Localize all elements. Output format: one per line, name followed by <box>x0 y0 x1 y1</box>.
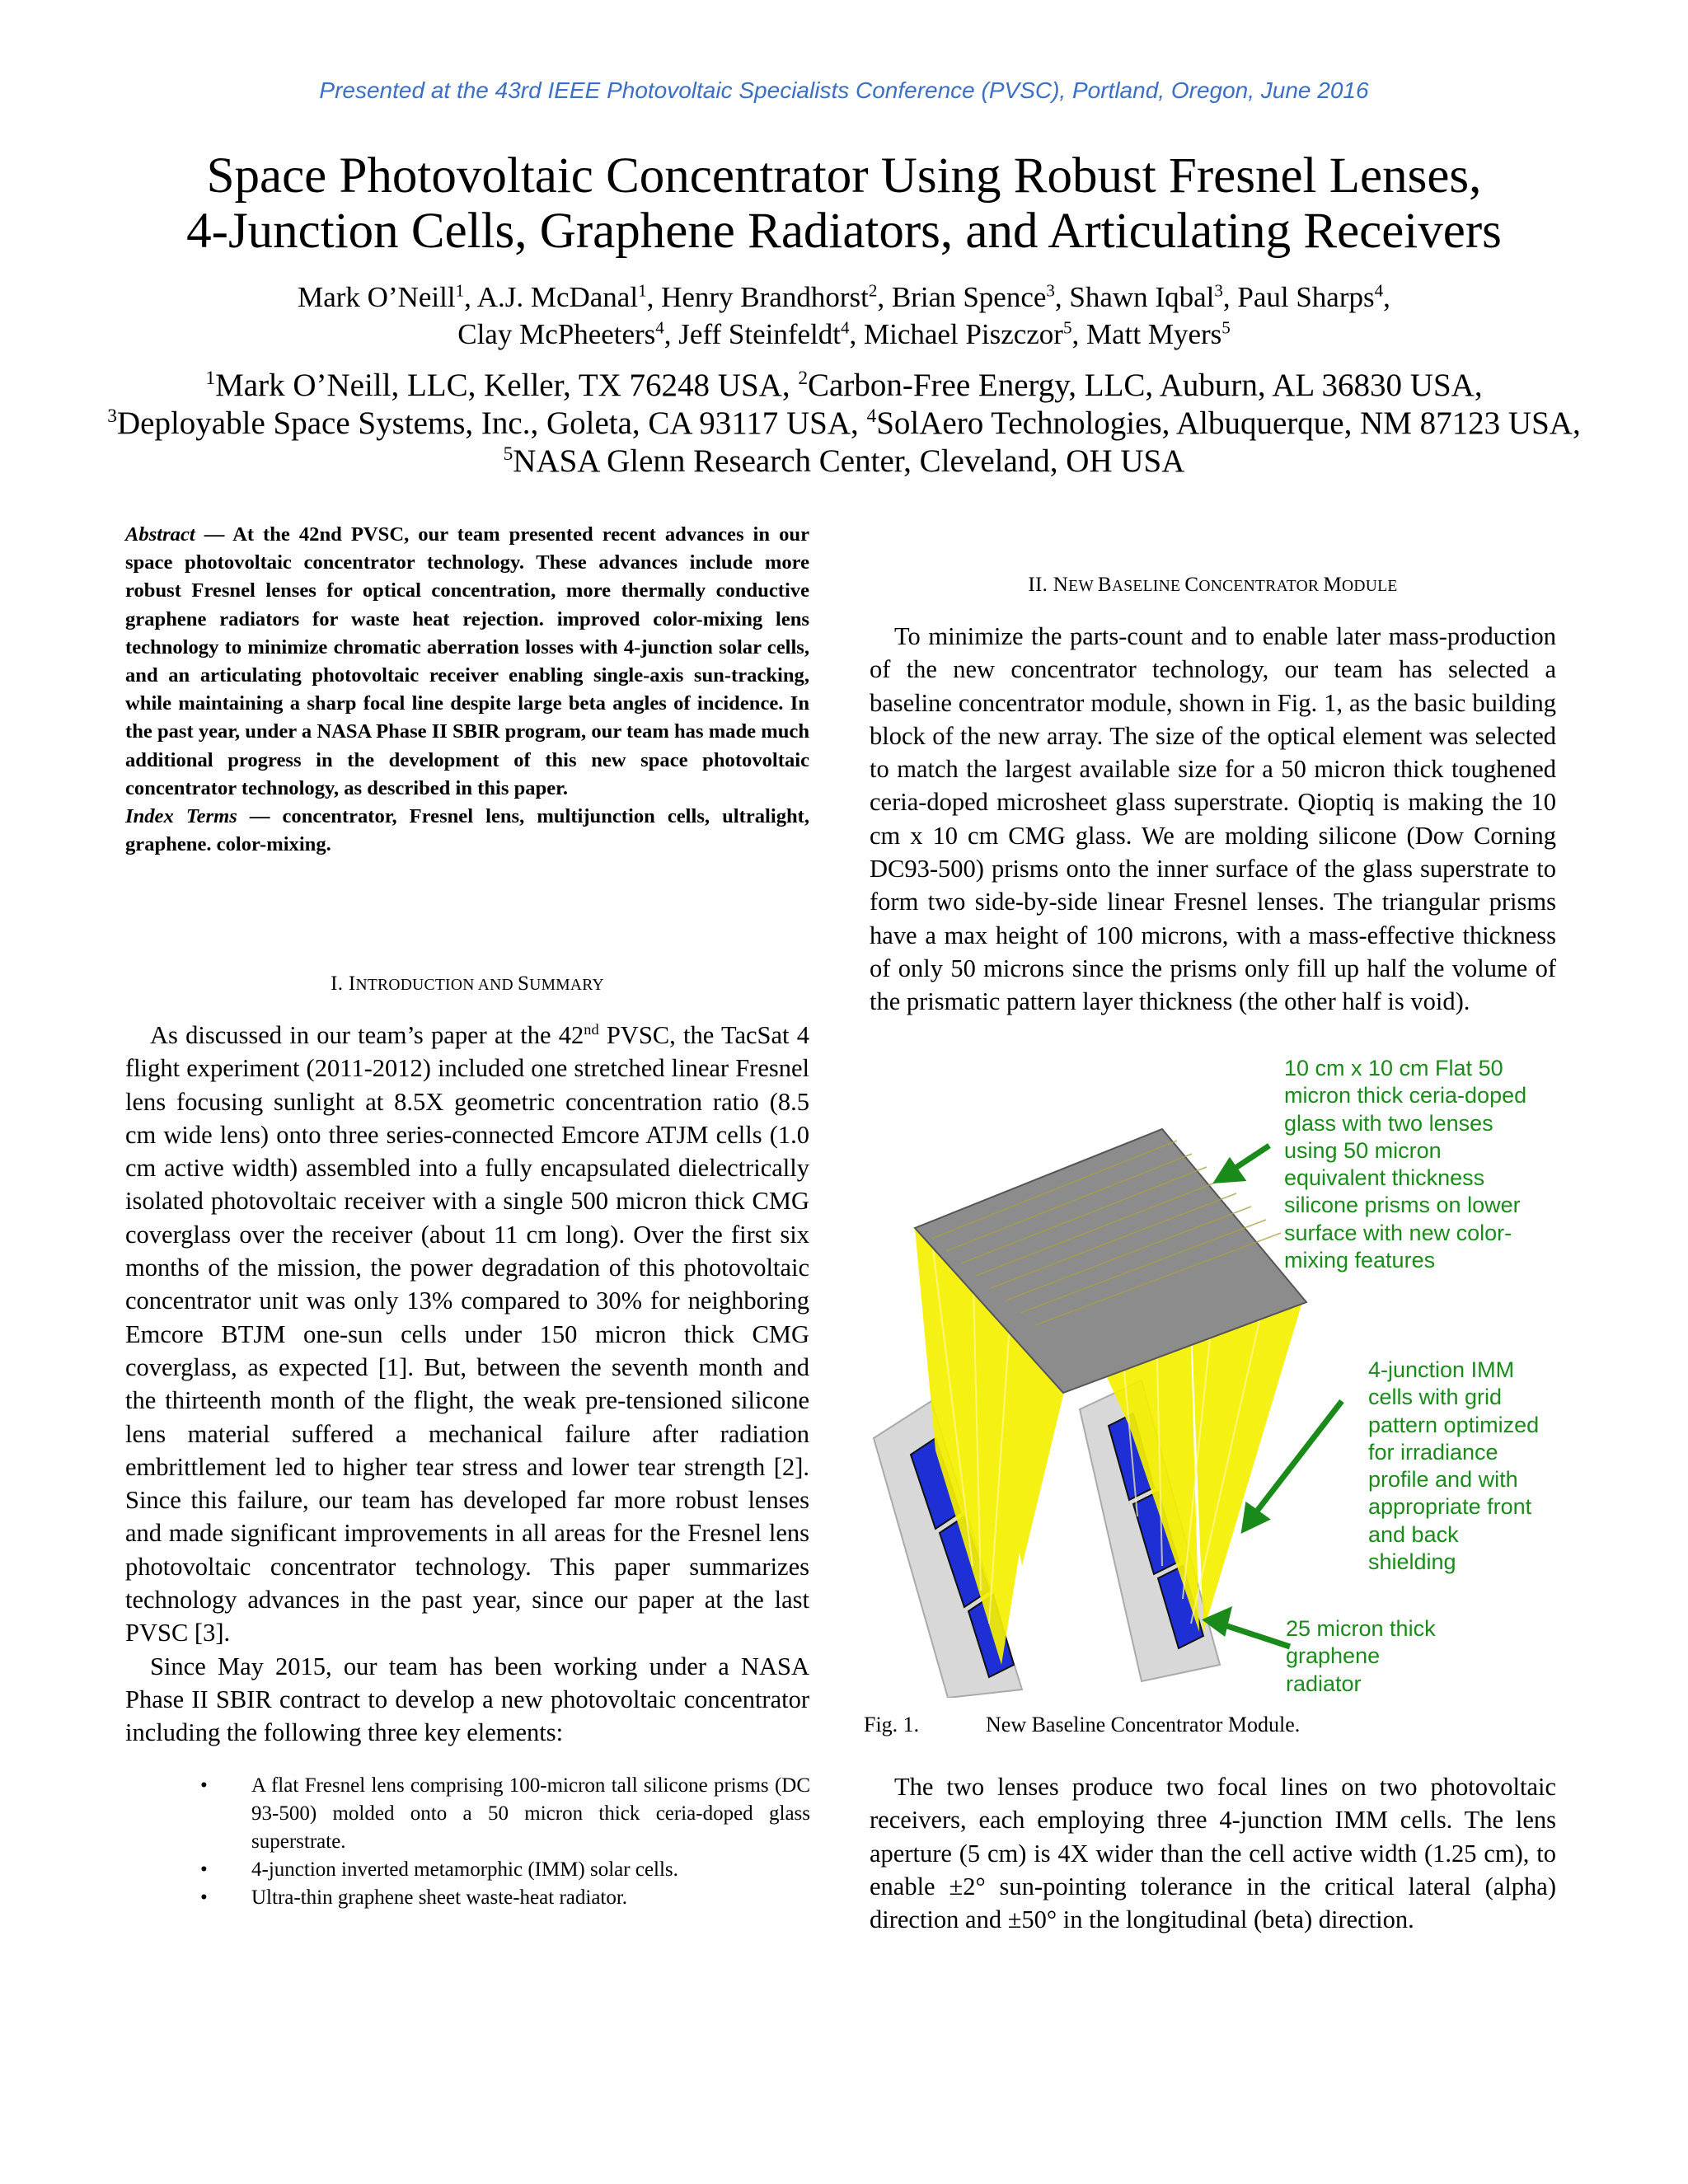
author-list <box>124 279 1564 353</box>
index-terms: Index Terms — concentrator, Fresnel lens, multijunction cells, ultralight, graphene. color-mixing. <box>125 805 810 856</box>
list-item: • A flat Fresnel lens comprising 100-micron tall silicone prisms (DC 93-500) molded onto a 50 micron thick ceria-doped glass superstrate. <box>200 1772 810 1856</box>
paragraph: The two lenses produce two focal lines on two photovoltaic receivers, each employing three 4-junction IMM cells. The lens aperture (5 cm) is 4X wider than the cell active width (1.25 cm), to enable ±2° sun-pointing tolerance in the critical lateral (alpha) direction and ±50° in the longitudinal (beta) direction. <box>870 1773 1556 1934</box>
section-baseline-body <box>870 620 1556 1019</box>
conference-banner: Presented at the 43rd IEEE Photovoltaic Specialists Conference (PVSC), Portland, Oregon, June 2016 <box>319 77 1369 103</box>
paragraph: Since May 2015, our team has been working under a NASA Phase II SBIR contract to develop a new photovoltaic concentrator including the following three key elements: <box>125 1652 809 1747</box>
section-heading-introduction: I. INTRODUCTION AND SUMMARY <box>331 972 604 995</box>
section-heading-baseline-module: II. NEW BASELINE CONCENTRATOR MODULE <box>1028 574 1398 596</box>
author-line-1: Mark O’Neill$^1$, A.J. McDanal$^1$, Henry Brandhorst$^2$, Brian Spence$^3$, Shawn Iqbal$^3$, Paul Sharps$^4$, <box>298 280 1390 313</box>
author: Paul Sharps <box>1237 281 1375 313</box>
author: Clay McPheeters <box>457 318 656 350</box>
callout-lens: 10 cm x 10 cm Flat 50 micron thick ceria-doped glass with two lenses using 50 micron equivalent thickness silicone prisms on lower surface with new color- mixing features <box>1284 1056 1527 1273</box>
bullet-icon: • <box>200 1886 208 1909</box>
key-elements-list <box>200 1772 810 1912</box>
author: Henry Brandhorst <box>661 281 869 313</box>
bullet-icon: • <box>200 1858 208 1881</box>
author: Shawn Iqbal <box>1069 281 1215 313</box>
author: Mark O’Neill <box>298 281 456 313</box>
affiliation-line-2: $^3$Deployable Space Systems, Inc., Goleta, CA 93117 USA, $^4$SolAero Technologies, Albuquerque, NM 87123 USA, $^5$NASA Glenn Research Center, Cleveland, OH USA <box>107 405 1581 479</box>
title-line-1: Space Photovoltaic Concentrator Using Robust Fresnel Lenses, <box>206 148 1482 204</box>
affiliations <box>99 367 1589 480</box>
author: Jeff Steinfeldt <box>678 318 841 350</box>
paragraph: To minimize the parts-count and to enable later mass-production of the new concentrator technology, our team has selected a baseline concentrator module, shown in Fig. 1, as the basic building block of the new array. The size of the optical element was selected to match the largest available size for a 50 micron thick toughened ceria-doped microsheet glass superstrate. Qioptiq is making the 10 cm x 10 cm CMG glass. We are molding silicone (Dow Corning DC93-500) prisms onto the inner surface of the glass superstrate to form two side-by-side linear Fresnel lenses. The triangular prisms have a max height of 100 microns, with a mass-effective thickness of only 50 microns since the prisms only fill up half the volume of the prismatic pattern layer thickness (the other half is void). <box>870 622 1556 1016</box>
figure-1 <box>857 1055 1566 1698</box>
abstract <box>125 521 809 859</box>
paragraph: As discussed in our team’s paper at the 42nd PVSC, the TacSat 4 flight experiment (2011-2012) included one stretched linear Fresnel lens focusing sunlight at 8.5X geometric concentration ratio (8.5 cm wide lens) onto three series-connected Emcore ATJM cells (1.0 cm active width) assembled into a fully encapsulated dielectrically isolated photovoltaic receiver with a single 500 micron thick CMG coverglass over the receiver (about 11 cm long). Over the first six months of the mission, the power degradation of this photovoltaic concentrator unit was only 13% compared to 30% for neighboring Emcore BTJM one-sun cells under 150 micron thick CMG coverglass, as expected [1]. But, between the seventh month and the thirteenth month of the flight, the weak pre-tensioned silicone lens material suffered a mechanical failure after radiation embrittlement led to higher tear stress and lower tear strength [2]. Since this failure, our team has developed far more robust lenses and made significant improvements in all areas for the Fresnel lens photovoltaic concentrator technology. This paper summarizes technology advances in the past year, since our paper at the last PVSC [3]. <box>125 1020 809 1647</box>
title-line-2: 4-Junction Cells, Graphene Radiators, and Articulating Receivers <box>186 204 1502 259</box>
affiliation-line-1: $^1$Mark O’Neill, LLC, Keller, TX 76248 USA, $^2$Carbon-Free Energy, LLC, Auburn, AL 36830 USA, <box>205 368 1483 403</box>
author: Michael Piszczor <box>863 318 1063 350</box>
section-introduction-body <box>125 1019 809 1750</box>
author: Matt Myers <box>1085 318 1222 350</box>
bullet-icon: • <box>200 1774 208 1797</box>
author: Brian Spence <box>891 281 1047 313</box>
callout-radiator: 25 micron thick graphene radiator <box>1286 1616 1436 1696</box>
abstract-text: Abstract — At the 42nd PVSC, our team presented recent advances in our space photovoltaic concentrator technology. These advances include more robust Fresnel lenses for optical concentration, more thermally conductive graphene radiators for waste heat rejection. improved color-mixing lens technology to minimize chromatic aberration losses with 4-junction solar cells, and an articulating photovoltaic receiver enabling single-axis sun-tracking, while maintaining a sharp focal line despite large beta angles of incidence. In the past year, under a NASA Phase II SBIR program, our team has made much additional progress in the development of this new space photovoltaic concentrator technology, as described in this paper. <box>125 523 809 799</box>
list-item: • Ultra-thin graphene sheet waste-heat radiator. <box>200 1884 810 1912</box>
section-baseline-body-continued <box>870 1770 1556 1936</box>
figure-caption: Fig. 1. New Baseline Concentrator Module. <box>864 1713 1301 1736</box>
paper-title <box>99 148 1589 259</box>
author: A.J. McDanal <box>476 281 639 313</box>
callout-cells: 4-junction IMM cells with grid pattern optimized for irradiance profile and with appropriate front and back shielding <box>1368 1357 1540 1575</box>
list-item: • 4-junction inverted metamorphic (IMM) solar cells. <box>200 1856 810 1884</box>
author-line-2: Clay McPheeters$^4$, Jeff Steinfeldt$^4$, Michael Piszczor$^5$, Matt Myers$^5$ <box>457 317 1231 350</box>
